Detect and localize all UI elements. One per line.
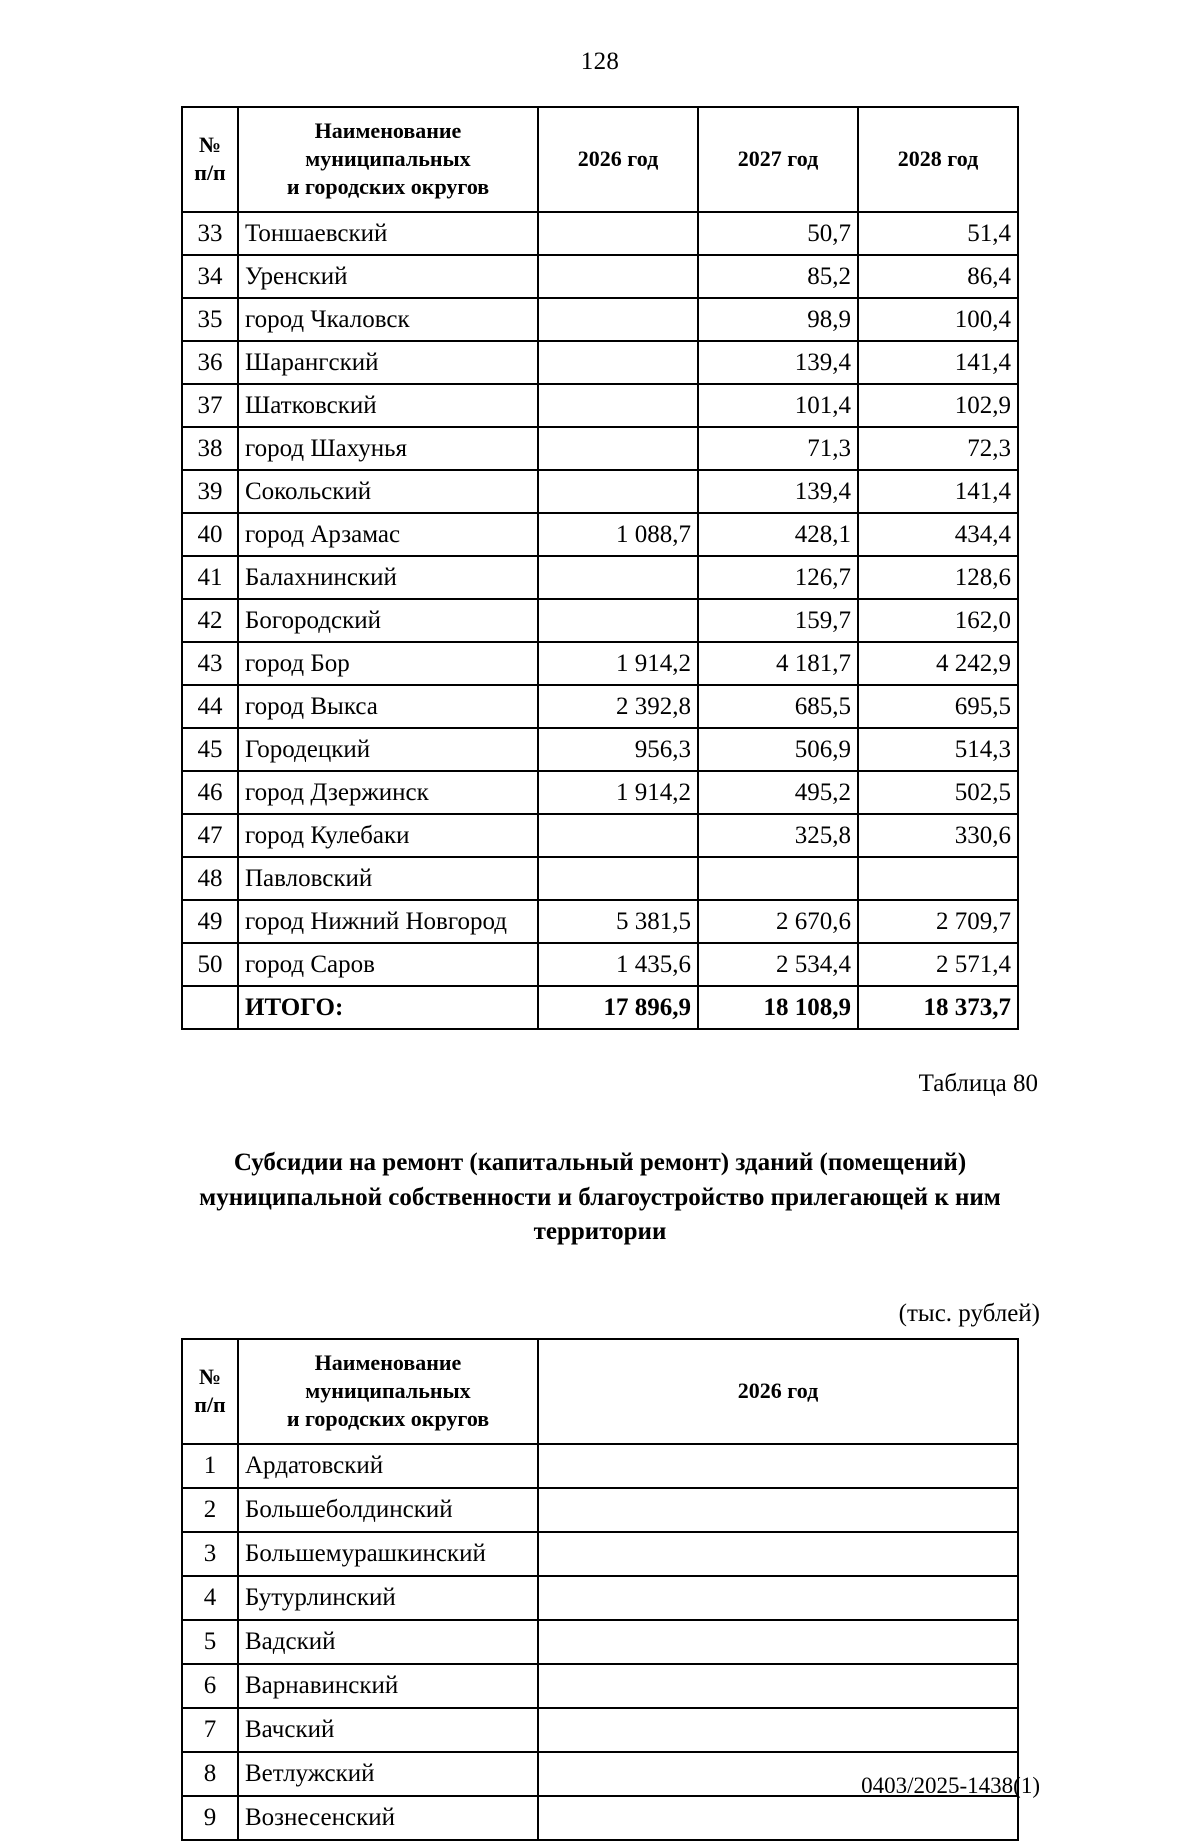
section-title-line1: Субсидии на ремонт (капитальный ремонт) зданий (помещений) xyxy=(233,1149,967,1177)
cell-value-2027 xyxy=(698,857,858,900)
cell-value-2028: 141,4 xyxy=(858,341,1018,384)
table-2-header xyxy=(182,1339,1018,1444)
cell-municipality-name: город Арзамас xyxy=(238,513,538,556)
cell-municipality-name: город Нижний Новгород xyxy=(238,900,538,943)
cell-value-2028: 4 242,9 xyxy=(858,642,1018,685)
cell-value-2026: 1 914,2 xyxy=(538,642,698,685)
cell-value-2027: 2 534,4 xyxy=(698,943,858,986)
cell-value-2026: 2 392,8 xyxy=(538,685,698,728)
repair-subsidies-table xyxy=(181,1338,1019,1841)
column-header-name-line2: муниципальных xyxy=(305,1378,471,1404)
cell-municipality-name: Ардатовский xyxy=(238,1444,538,1488)
table-row xyxy=(182,470,1018,513)
cell-value-2028: 514,3 xyxy=(858,728,1018,771)
column-header-name xyxy=(238,107,538,212)
cell-value-2027: 428,1 xyxy=(698,513,858,556)
cell-total-2028: 18 373,7 xyxy=(858,986,1018,1029)
cell-value-2027: 101,4 xyxy=(698,384,858,427)
cell-number: 47 xyxy=(182,814,238,857)
table-row xyxy=(182,771,1018,814)
cell-value-2027: 4 181,7 xyxy=(698,642,858,685)
cell-value-2026 xyxy=(538,1664,1018,1708)
column-header-name-line1: Наименование xyxy=(314,1349,462,1375)
cell-municipality-name: город Выкса xyxy=(238,685,538,728)
cell-municipality-name: город Кулебаки xyxy=(238,814,538,857)
cell-number: 1 xyxy=(182,1444,238,1488)
cell-number: 9 xyxy=(182,1796,238,1840)
table-row xyxy=(182,599,1018,642)
cell-value-2027: 98,9 xyxy=(698,298,858,341)
section-title-line3: территории xyxy=(533,1218,667,1246)
cell-municipality-name: Вознесенский xyxy=(238,1796,538,1840)
cell-municipality-name: Тоншаевский xyxy=(238,212,538,255)
cell-value-2026 xyxy=(538,556,698,599)
cell-municipality-name: Богородский xyxy=(238,599,538,642)
cell-value-2026 xyxy=(538,1444,1018,1488)
cell-number: 40 xyxy=(182,513,238,556)
cell-value-2026 xyxy=(538,1620,1018,1664)
cell-number: 2 xyxy=(182,1488,238,1532)
section-title-line2: муниципальной собственности и благоустройство прилегающей к ним xyxy=(199,1183,1001,1211)
cell-value-2028: 695,5 xyxy=(858,685,1018,728)
cell-value-2026: 1 914,2 xyxy=(538,771,698,814)
cell-value-2028: 502,5 xyxy=(858,771,1018,814)
column-header-number xyxy=(182,1339,238,1444)
cell-total-2027: 18 108,9 xyxy=(698,986,858,1029)
cell-value-2028: 330,6 xyxy=(858,814,1018,857)
table-row xyxy=(182,212,1018,255)
table-1-container xyxy=(0,106,1200,1030)
cell-value-2027: 71,3 xyxy=(698,427,858,470)
cell-municipality-name: Шарангский xyxy=(238,341,538,384)
table-row xyxy=(182,685,1018,728)
cell-municipality-name: Сокольский xyxy=(238,470,538,513)
cell-value-2026 xyxy=(538,427,698,470)
cell-value-2028: 162,0 xyxy=(858,599,1018,642)
table-row xyxy=(182,857,1018,900)
cell-value-2026 xyxy=(538,1488,1018,1532)
cell-value-2028: 86,4 xyxy=(858,255,1018,298)
table-2-container xyxy=(0,1338,1200,1841)
cell-municipality-name: Варнавинский xyxy=(238,1664,538,1708)
cell-value-2028: 100,4 xyxy=(858,298,1018,341)
table-row xyxy=(182,427,1018,470)
column-header-name-line2: муниципальных xyxy=(305,146,471,172)
cell-value-2027: 506,9 xyxy=(698,728,858,771)
cell-municipality-name: город Чкаловск xyxy=(238,298,538,341)
cell-value-2028: 128,6 xyxy=(858,556,1018,599)
cell-number: 44 xyxy=(182,685,238,728)
cell-value-2028: 102,9 xyxy=(858,384,1018,427)
cell-value-2026 xyxy=(538,857,698,900)
table-1-body xyxy=(182,212,1018,1029)
units-note: (тыс. рублей) xyxy=(898,1299,1040,1327)
table-row xyxy=(182,943,1018,986)
table-row xyxy=(182,1444,1018,1488)
cell-number: 38 xyxy=(182,427,238,470)
column-header-year-2026: 2026 год xyxy=(538,107,698,212)
cell-total-2026: 17 896,9 xyxy=(538,986,698,1029)
column-header-number xyxy=(182,107,238,212)
cell-value-2026: 5 381,5 xyxy=(538,900,698,943)
cell-number: 50 xyxy=(182,943,238,986)
table-row xyxy=(182,1532,1018,1576)
cell-number: 36 xyxy=(182,341,238,384)
cell-value-2026 xyxy=(538,1576,1018,1620)
cell-value-2026 xyxy=(538,255,698,298)
cell-municipality-name: город Саров xyxy=(238,943,538,986)
table-1-header xyxy=(182,107,1018,212)
cell-value-2026 xyxy=(538,1796,1018,1840)
column-header-year-2026: 2026 год xyxy=(538,1339,1018,1444)
table-label: Таблица 80 xyxy=(918,1070,1038,1098)
cell-number xyxy=(182,986,238,1029)
table-row xyxy=(182,1576,1018,1620)
cell-value-2026 xyxy=(538,1708,1018,1752)
cell-municipality-name: Городецкий xyxy=(238,728,538,771)
table-row xyxy=(182,1708,1018,1752)
table-row xyxy=(182,1796,1018,1840)
cell-number: 6 xyxy=(182,1664,238,1708)
cell-value-2028 xyxy=(858,857,1018,900)
cell-value-2028: 2 571,4 xyxy=(858,943,1018,986)
column-header-year-2028: 2028 год xyxy=(858,107,1018,212)
cell-municipality-name: Павловский xyxy=(238,857,538,900)
cell-value-2028: 434,4 xyxy=(858,513,1018,556)
cell-number: 7 xyxy=(182,1708,238,1752)
cell-municipality-name: Вадский xyxy=(238,1620,538,1664)
cell-municipality-name: Большеболдинский xyxy=(238,1488,538,1532)
cell-value-2026 xyxy=(538,470,698,513)
table-row xyxy=(182,642,1018,685)
cell-value-2027: 2 670,6 xyxy=(698,900,858,943)
cell-value-2027: 85,2 xyxy=(698,255,858,298)
cell-number: 4 xyxy=(182,1576,238,1620)
cell-number: 41 xyxy=(182,556,238,599)
cell-value-2027: 685,5 xyxy=(698,685,858,728)
cell-number: 46 xyxy=(182,771,238,814)
cell-number: 39 xyxy=(182,470,238,513)
column-header-name-line3: и городских округов xyxy=(286,174,490,200)
cell-value-2026 xyxy=(538,341,698,384)
cell-municipality-name: город Бор xyxy=(238,642,538,685)
cell-value-2028: 2 709,7 xyxy=(858,900,1018,943)
table-header-row xyxy=(182,107,1018,212)
cell-value-2026 xyxy=(538,384,698,427)
cell-value-2027: 126,7 xyxy=(698,556,858,599)
column-header-number-line2: п/п xyxy=(194,160,226,186)
column-header-name-line1: Наименование xyxy=(314,118,462,143)
cell-value-2028: 51,4 xyxy=(858,212,1018,255)
cell-municipality-name: Шатковский xyxy=(238,384,538,427)
cell-number: 8 xyxy=(182,1752,238,1796)
cell-value-2026 xyxy=(538,212,698,255)
cell-value-2028: 72,3 xyxy=(858,427,1018,470)
cell-number: 33 xyxy=(182,212,238,255)
cell-number: 5 xyxy=(182,1620,238,1664)
cell-municipality-name: Уренский xyxy=(238,255,538,298)
cell-municipality-name: Бутурлинский xyxy=(238,1576,538,1620)
table-row xyxy=(182,341,1018,384)
table-row xyxy=(182,1620,1018,1664)
cell-number: 37 xyxy=(182,384,238,427)
cell-number: 34 xyxy=(182,255,238,298)
cell-municipality-name: Ветлужский xyxy=(238,1752,538,1796)
cell-total-label: ИТОГО: xyxy=(238,986,538,1029)
document-footer-code: 0403/2025-1438(1) xyxy=(861,1773,1040,1799)
cell-value-2026 xyxy=(538,814,698,857)
column-header-name xyxy=(238,1339,538,1444)
cell-value-2026: 956,3 xyxy=(538,728,698,771)
cell-number: 49 xyxy=(182,900,238,943)
page-number: 128 xyxy=(580,48,620,75)
column-header-number-line2: п/п xyxy=(194,1392,226,1418)
column-header-number-line1: № xyxy=(198,132,222,158)
cell-value-2026 xyxy=(538,599,698,642)
cell-value-2027: 495,2 xyxy=(698,771,858,814)
table-total-row xyxy=(182,986,1018,1029)
cell-value-2027: 139,4 xyxy=(698,470,858,513)
cell-number: 35 xyxy=(182,298,238,341)
column-header-number-line1: № xyxy=(198,1364,222,1390)
cell-value-2027: 139,4 xyxy=(698,341,858,384)
subsidies-table-continued xyxy=(181,106,1019,1030)
cell-value-2028: 141,4 xyxy=(858,470,1018,513)
table-row xyxy=(182,384,1018,427)
cell-number: 45 xyxy=(182,728,238,771)
cell-municipality-name: Большемурашкинский xyxy=(238,1532,538,1576)
table-row xyxy=(182,513,1018,556)
cell-number: 43 xyxy=(182,642,238,685)
table-row xyxy=(182,556,1018,599)
cell-value-2026 xyxy=(538,1532,1018,1576)
cell-value-2027: 325,8 xyxy=(698,814,858,857)
cell-number: 42 xyxy=(182,599,238,642)
cell-number: 3 xyxy=(182,1532,238,1576)
table-row xyxy=(182,900,1018,943)
column-header-year-2027: 2027 год xyxy=(698,107,858,212)
cell-municipality-name: Вачский xyxy=(238,1708,538,1752)
cell-value-2026: 1 088,7 xyxy=(538,513,698,556)
table-row xyxy=(182,728,1018,771)
cell-value-2027: 159,7 xyxy=(698,599,858,642)
table-row xyxy=(182,1664,1018,1708)
cell-value-2027: 50,7 xyxy=(698,212,858,255)
table-header-row xyxy=(182,1339,1018,1444)
table-row xyxy=(182,255,1018,298)
table-row xyxy=(182,1488,1018,1532)
table-row xyxy=(182,814,1018,857)
cell-municipality-name: город Дзержинск xyxy=(238,771,538,814)
cell-value-2026 xyxy=(538,298,698,341)
cell-value-2026: 1 435,6 xyxy=(538,943,698,986)
cell-municipality-name: Балахнинский xyxy=(238,556,538,599)
cell-municipality-name: город Шахунья xyxy=(238,427,538,470)
column-header-name-line3: и городских округов xyxy=(286,1406,490,1432)
cell-number: 48 xyxy=(182,857,238,900)
section-title xyxy=(160,1146,1040,1250)
table-row xyxy=(182,298,1018,341)
